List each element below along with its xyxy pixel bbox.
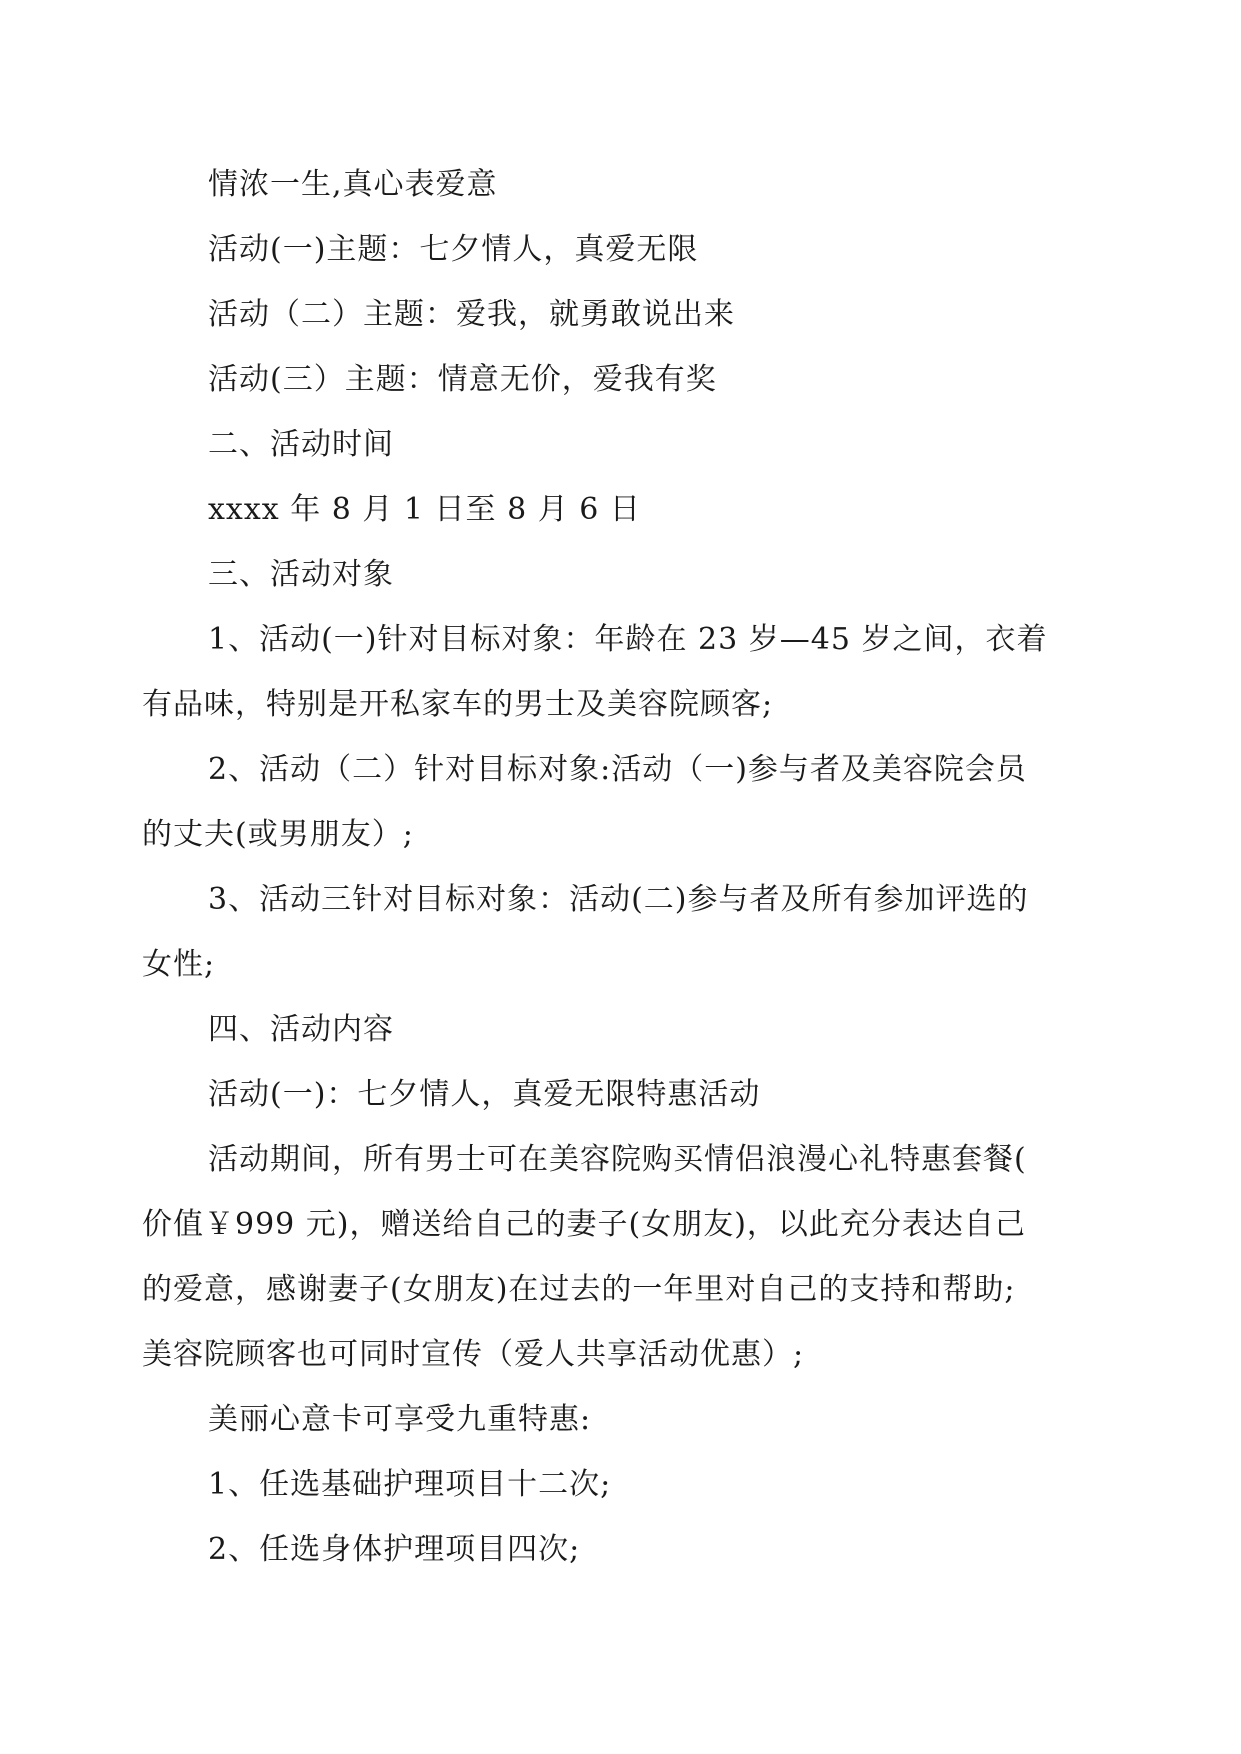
text-line: 活动(三）主题：情意无价，爱我有奖	[208, 362, 717, 397]
text-line: 活动（二）主题：爱我，就勇敢说出来	[208, 297, 735, 332]
text-line: 二、活动时间	[208, 427, 394, 462]
text-line: 3、活动三针对目标对象：活动(二)参与者及所有参加评选的	[208, 882, 1029, 917]
paragraph-theme-1	[142, 217, 1102, 282]
paragraph-theme-2	[142, 282, 1102, 347]
section-heading-time	[142, 412, 1102, 477]
text-line: 的丈夫(或男朋友）;	[142, 817, 414, 852]
text-line: 1、任选基础护理项目十二次;	[208, 1467, 612, 1502]
text-line: 价值￥999 元)，赠送给自己的妻子(女朋友)，以此充分表达自己	[142, 1207, 1026, 1242]
text-line: 美丽心意卡可享受九重特惠:	[208, 1402, 592, 1437]
text-line: 美容院顾客也可同时宣传（爱人共享活动优惠）;	[142, 1337, 805, 1372]
list-item-benefit-2	[142, 1517, 1102, 1582]
text-line: 的爱意，感谢妻子(女朋友)在过去的一年里对自己的支持和帮助;	[142, 1272, 1016, 1307]
text-line: 活动(一)主题：七夕情人，真爱无限	[208, 232, 699, 267]
text-line: 2、活动（二）针对目标对象:活动（一)参与者及美容院会员	[208, 752, 1027, 787]
text-line: xxxx 年 8 月 1 日至 8 月 6 日	[208, 492, 641, 527]
text-line: 情浓一生,真心表爱意	[208, 167, 498, 202]
list-item-benefit-1	[142, 1452, 1102, 1517]
paragraph-card-benefits	[142, 1387, 1102, 1452]
paragraph-audience-1	[142, 607, 1102, 737]
paragraph-audience-2	[142, 737, 1102, 867]
paragraph-slogan	[142, 152, 1102, 217]
paragraph-activity-1-details	[142, 1127, 1102, 1387]
section-heading-audience	[142, 542, 1102, 607]
text-line: 有品味，特别是开私家车的男士及美容院顾客;	[142, 687, 774, 722]
text-line: 三、活动对象	[208, 557, 394, 592]
paragraph-audience-3	[142, 867, 1102, 997]
text-line: 活动(一)：七夕情人，真爱无限特惠活动	[208, 1077, 761, 1112]
text-line: 四、活动内容	[208, 1012, 394, 1047]
text-line: 女性;	[142, 947, 216, 982]
paragraph-theme-3	[142, 347, 1102, 412]
paragraph-activity-1-title	[142, 1062, 1102, 1127]
text-line: 2、任选身体护理项目四次;	[208, 1532, 581, 1567]
text-line: 1、活动(一)针对目标对象：年龄在 23 岁—45 岁之间，衣着	[208, 622, 1048, 657]
text-line: 活动期间，所有男士可在美容院购买情侣浪漫心礼特惠套餐(	[208, 1142, 1027, 1177]
document-body	[142, 152, 1102, 1582]
paragraph-date-range	[142, 477, 1102, 542]
section-heading-content	[142, 997, 1102, 1062]
